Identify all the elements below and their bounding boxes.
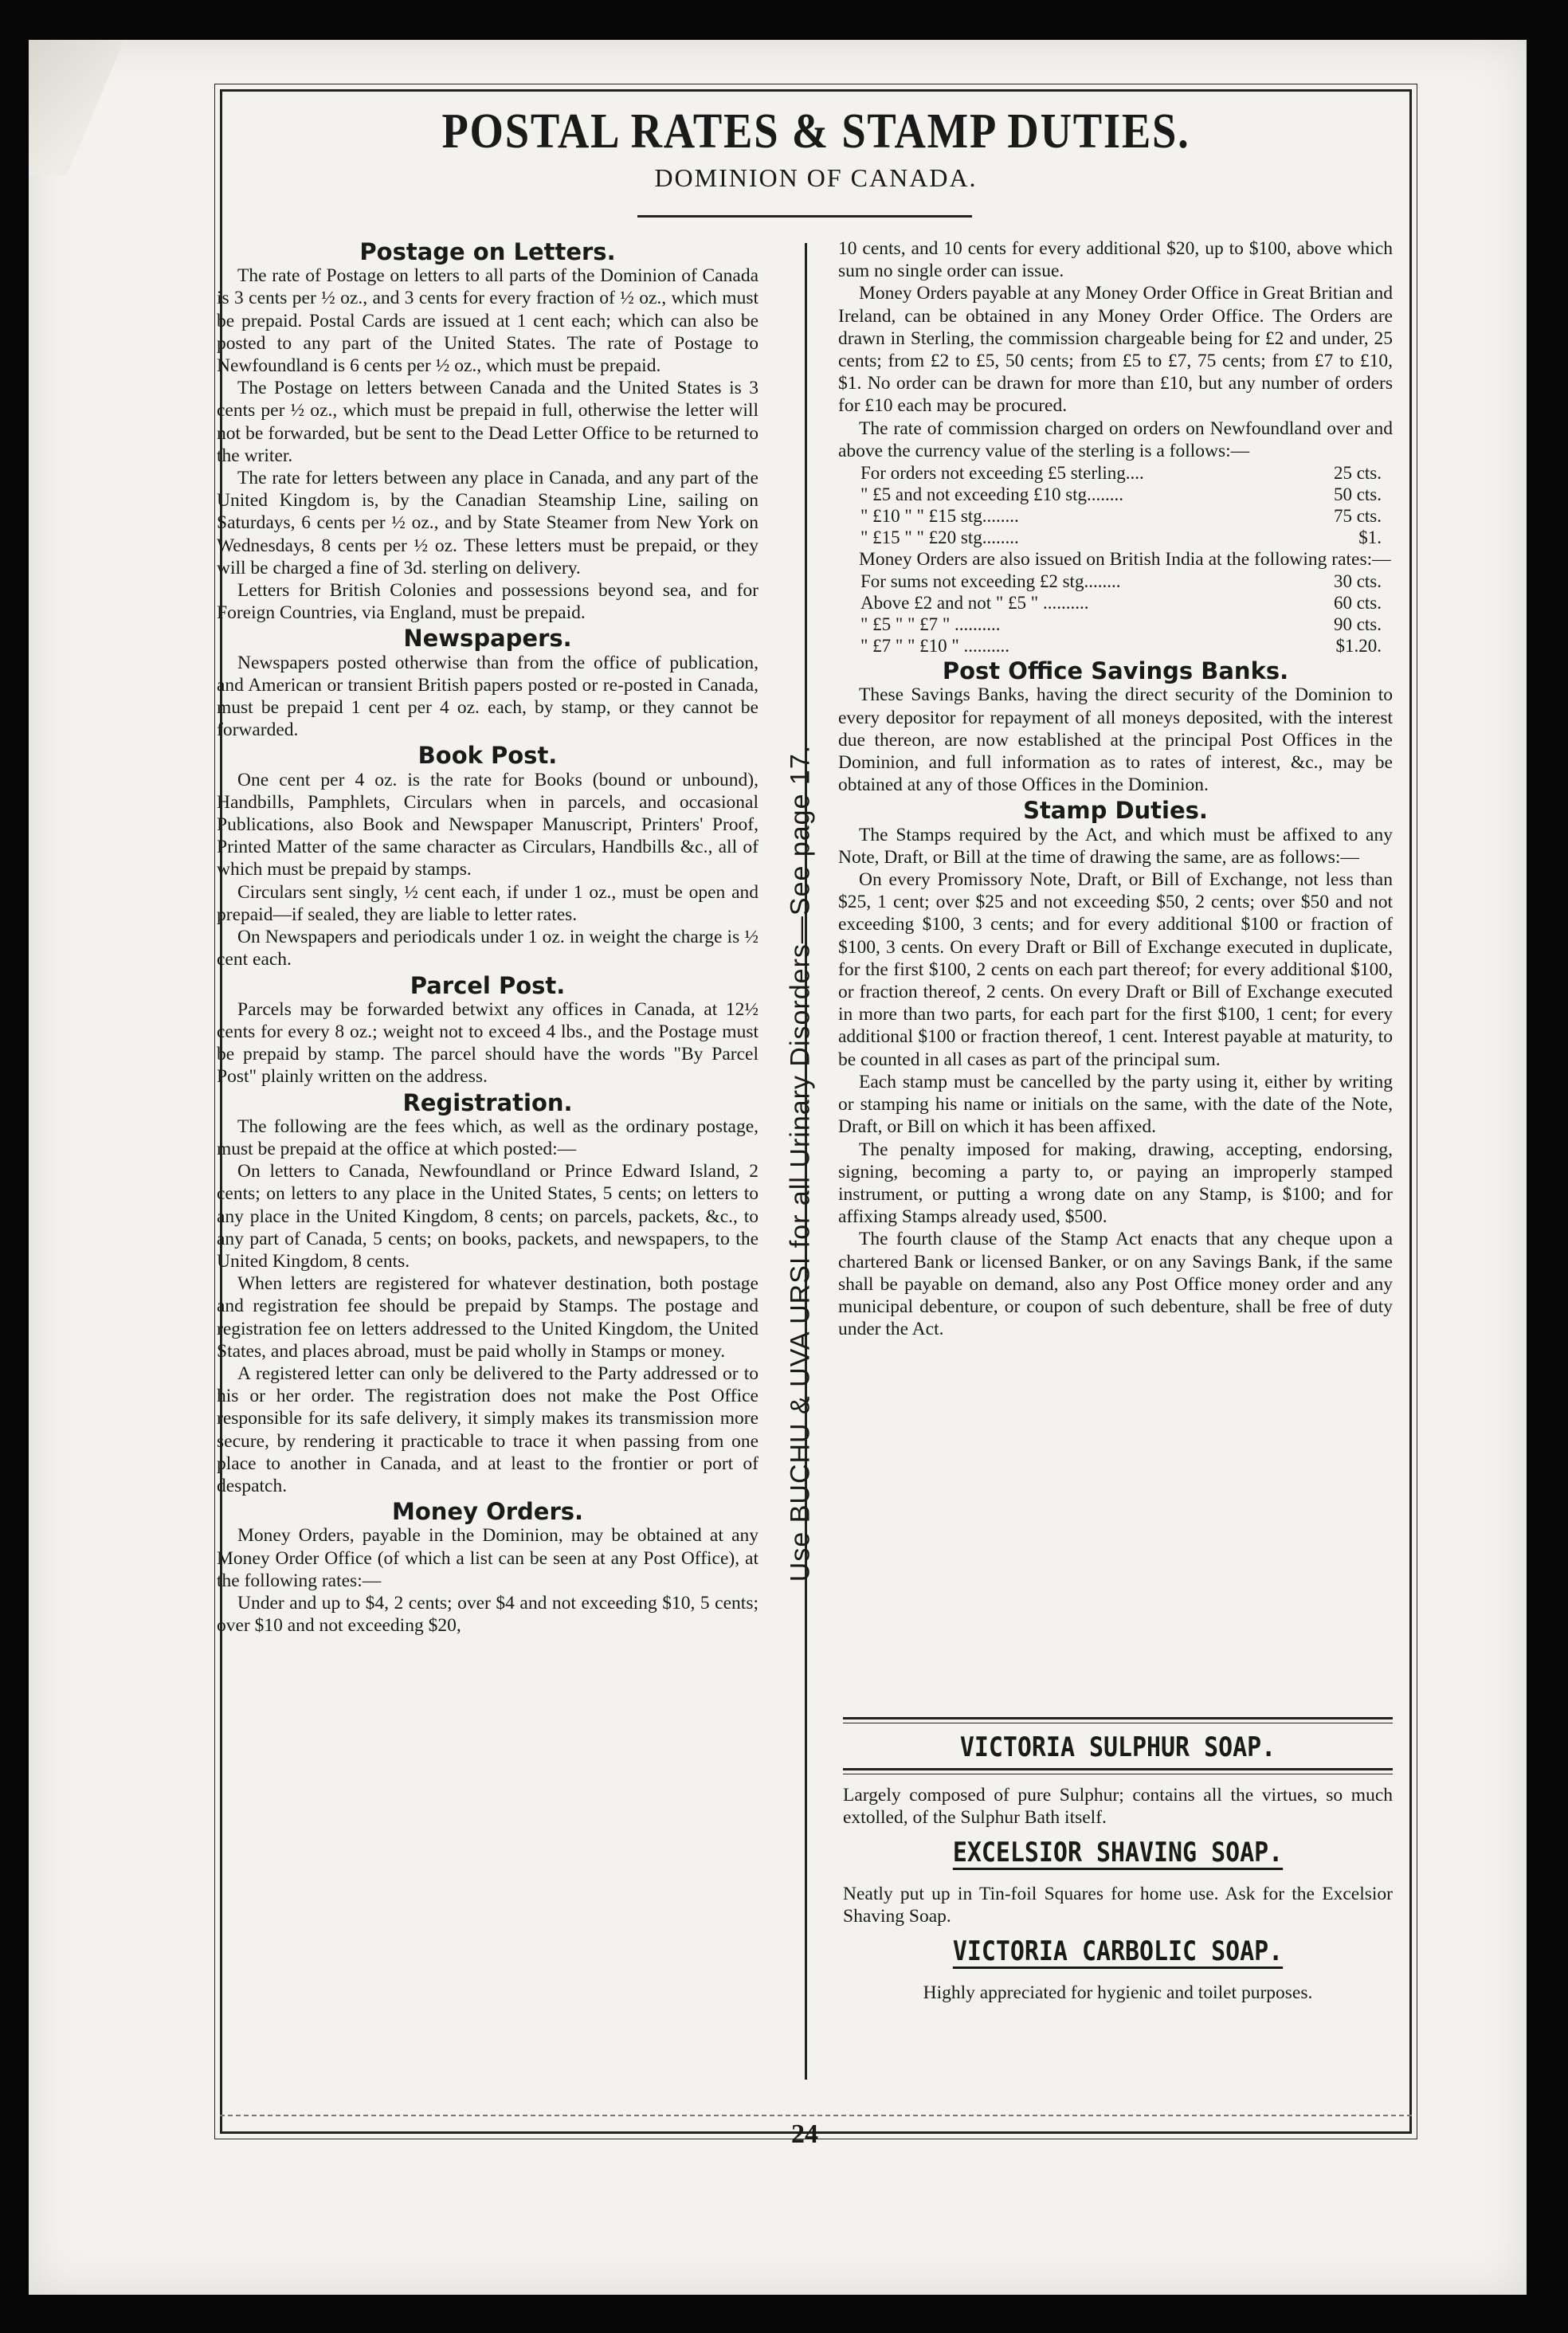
paragraph: On letters to Canada, Newfoundland or Prince Edward Island, 2 cents; on letters to any place in the United States, 5 cents; on letters to any place in the United Kingdom, 8 cents; on parcels, packets, &c., to any part of Canada, 5 cents; on books, packets, and newspapers, to the United Kingdom, 8 cents. <box>217 1161 759 1272</box>
table-row: " £15 " " £20 stg........ $1. <box>860 527 1382 548</box>
paragraph: A registered letter can only be delivered to the Party addressed or to his or her order. The registration does not make the Post Office responsible for its safe delivery, it simply makes its transmission more secure, by rendering it practicable to trace it when passing from one place to another in Canada, and at least to the frontier or port of despatch. <box>217 1363 759 1496</box>
paragraph: Money Orders are also issued on British India at the following rates:— <box>859 549 1391 571</box>
ad-text: Highly appreciated for hygienic and toilet purposes. <box>923 1982 1313 2003</box>
paragraph: Circulars sent singly, ½ cent each, if under 1 oz., must be open and prepaid—if sealed, they are liable to letter rates. <box>217 881 759 925</box>
heading-newspapers: Newspapers. <box>403 625 572 653</box>
paragraph: Letters for British Colonies and possessions beyond sea, and for Foreign Countries, via England, must be prepaid. <box>217 580 759 624</box>
paragraph: The rate of Postage on letters to all parts of the Dominion of Canada is 3 cents per ½ oz., and 3 cents for every fraction of ½ oz., which must be prepaid. Postal Cards are issued at 1 cent each; which can also be posted to any part of the United States. The rate of Postage to Newfoundland is 6 cents per ½ oz., which must be prepaid. <box>217 265 759 377</box>
paragraph: The rate for letters between any place in Canada, and any part of the United Kingdom is, by the Canadian Steamship Line, sailing on Saturdays, 6 cents per ½ oz., and by State Steamer from New York on Wednesdays, 8 cents per ½ oz. These letters must be prepaid, or they will be charged a fine of 3d. sterling on delivery. <box>217 468 759 578</box>
heading-money-orders: Money Orders. <box>391 1498 584 1526</box>
ad-rule <box>843 1768 1393 1774</box>
paragraph: When letters are registered for whatever destination, both postage and registration fee should be prepaid by Stamps. The postage and registration fee on letters addressed to the United Kingdom, the United States, and places abroad, must be paid wholly in Stamps or money. <box>217 1273 759 1362</box>
ad-title-victoria-carbolic: VICTORIA CARBOLIC SOAP. <box>952 1935 1284 1967</box>
paragraph: On every Promissory Note, Draft, or Bill of Exchange, not less than $25, 1 cent; over $25 and not exceeding $50, 2 cents; over $50 and not exceeding $100, 3 cents; and for every additional $100 or fraction of $100, 3 cents. On every Draft or Bill of Exchange executed in duplicate, for the first $100, 2 cents on each part thereof; for every additional $100, or fraction thereof, 2 cents. On every Draft or Bill of Exchange executed in more than two parts, for each part for the first $100, 1 cent; for every additional $100 or fraction thereof, 1 cent. Interest payable at maturity, to be counted in all cases as part of the principal sum. <box>838 869 1393 1070</box>
paragraph: The following are the fees which, as well as the ordinary postage, must be prepaid at the office at which posted:— <box>217 1116 759 1159</box>
paragraph: 10 cents, and 10 cents for every additional $20, up to $100, above which sum no single order can issue. <box>838 238 1393 282</box>
ad-rule <box>843 1717 1393 1723</box>
ad-title-victoria-sulphur: VICTORIA SULPHUR SOAP. <box>959 1731 1276 1763</box>
table-row: " £10 " " £15 stg........ 75 cts. <box>860 506 1382 527</box>
paragraph: Money Orders payable at any Money Order Office in Great Britian and Ireland, can be obtained in any Money Order Office. The Orders are drawn in Sterling, the commission chargeable being for £2 and under, 25 cents; from £2 to £5, 50 cents; from £5 to £7, 75 cents; from £7 to £10, $1. No order can be drawn for more than £10, but any number of orders for £10 each may be procured. <box>838 283 1393 417</box>
heading-parcel-post: Parcel Post. <box>410 971 566 999</box>
paragraph: These Savings Banks, having the direct security of the Dominion to every depositor for repayment of all moneys deposited, with the interest due thereon, are now established at the principal Post Offices in the Dominion, and full information as to rates of interest, &c., may be obtained at any of those Offices in the Dominion. <box>838 684 1393 796</box>
paragraph: Parcels may be forwarded betwixt any offices in Canada, at 12½ cents for every 8 oz.; weight not to exceed 4 lbs., and the Postage must be prepaid by stamp. The parcel should have the words "By Parcel Post" plainly written on the address. <box>217 998 759 1088</box>
page-number: 24 <box>791 2119 818 2149</box>
heading-stamp-duties: Stamp Duties. <box>1023 797 1208 825</box>
paragraph: The Postage on letters between Canada and the United States is 3 cents per ½ oz., which must be prepaid in full, otherwise the letter will not be forwarded, but be sent to the Dead Letter Office to be returned to the writer. <box>217 378 759 466</box>
paragraph: Newspapers posted otherwise than from the office of publication, and American or transient British papers posted or re-posted in Canada, must be prepaid 1 cent per 4 oz. each, by stamp, or they cannot be forwarded. <box>217 652 759 741</box>
ad-title-excelsior-shaving: EXCELSIOR SHAVING SOAP. <box>952 1837 1284 1868</box>
heading-savings-banks: Post Office Savings Banks. <box>942 657 1289 685</box>
paragraph: The Stamps required by the Act, and which must be affixed to any Note, Draft, or Bill at the time of drawing the same, are as follows:— <box>838 824 1393 868</box>
ad-text: Largely composed of pure Sulphur; contains all the virtues, so much extolled, of the Sulphur Bath itself. <box>843 1785 1393 1828</box>
table-row: Above £2 and not " £5 " .......... 60 cts. <box>860 593 1382 614</box>
table-row: " £5 " " £7 " .......... 90 cts. <box>860 614 1382 635</box>
paragraph: The rate of commission charged on orders on Newfoundland over and above the currency value of the sterling is a follows:— <box>838 418 1393 461</box>
heading-postage-letters: Postage on Letters. <box>359 238 616 265</box>
soap-advertisements <box>843 1717 1393 2004</box>
paragraph: Money Orders, payable in the Dominion, may be obtained at any Money Order Office (of which a list can be seen at any Post Office), at the following rates:— <box>217 1525 759 1591</box>
table-row: For sums not exceeding £2 stg........ 30 cts. <box>860 571 1382 592</box>
vertical-advertisement: Use BUCHU & UVA URSI for all Urinary Disorders—See page 17. <box>785 744 816 1582</box>
table-row: " £7 " " £10 " .......... $1.20. <box>860 636 1382 657</box>
right-column <box>838 237 1393 1340</box>
table-row: " £5 and not exceeding £10 stg........ 50 cts. <box>860 484 1382 505</box>
table-row: For orders not exceeding £5 sterling.... 25 cts. <box>860 463 1382 484</box>
paragraph: The fourth clause of the Stamp Act enacts that any cheque upon a chartered Bank or licensed Banker, or on any Savings Bank, if the same shall be payable on demand, also any Post Office money order and any municipal debenture, or coupon of such debenture, shall be free of duty under the Act. <box>838 1229 1393 1340</box>
paragraph: One cent per 4 oz. is the rate for Books (bound or unbound), Handbills, Pamphlets, Circulars when in parcels, and occasional Publications, also Book and Newspaper Manuscript, Printers' Proof, Printed Matter of the same character as Circulars, Handbills &c., all of which must be prepaid by stamps. <box>217 769 759 880</box>
paragraph: Each stamp must be cancelled by the party using it, either by writing or stamping his name or initials on the same, with the date of the Note, Draft, or Bill on which it has been affixed. <box>838 1071 1393 1138</box>
india-rate-table <box>838 571 1393 657</box>
heading-book-post: Book Post. <box>417 742 558 770</box>
page-subtitle: DOMINION OF CANADA. <box>654 163 978 192</box>
title-rule <box>637 215 972 218</box>
ad-text: Neatly put up in Tin-foil Squares for home use. Ask for the Excelsior Shaving Soap. <box>843 1884 1393 1927</box>
heading-registration: Registration. <box>402 1088 573 1116</box>
newfoundland-rate-table <box>838 462 1393 548</box>
paragraph: On Newspapers and periodicals under 1 oz. in weight the charge is ½ cent each. <box>217 927 759 970</box>
bottom-rule <box>220 2115 1412 2116</box>
page-title: POSTAL RATES & STAMP DUTIES. <box>441 104 1190 159</box>
paragraph: Under and up to $4, 2 cents; over $4 and not exceeding $10, 5 cents; over $10 and not exceeding $20, <box>217 1592 759 1637</box>
paragraph: The penalty imposed for making, drawing, accepting, endorsing, signing, becoming a party to, or paying an improperly stamped instrument, or putting a wrong date on any Stamp, is $100; and for affixing Stamps already used, $500. <box>838 1139 1393 1228</box>
left-column <box>217 237 759 1637</box>
